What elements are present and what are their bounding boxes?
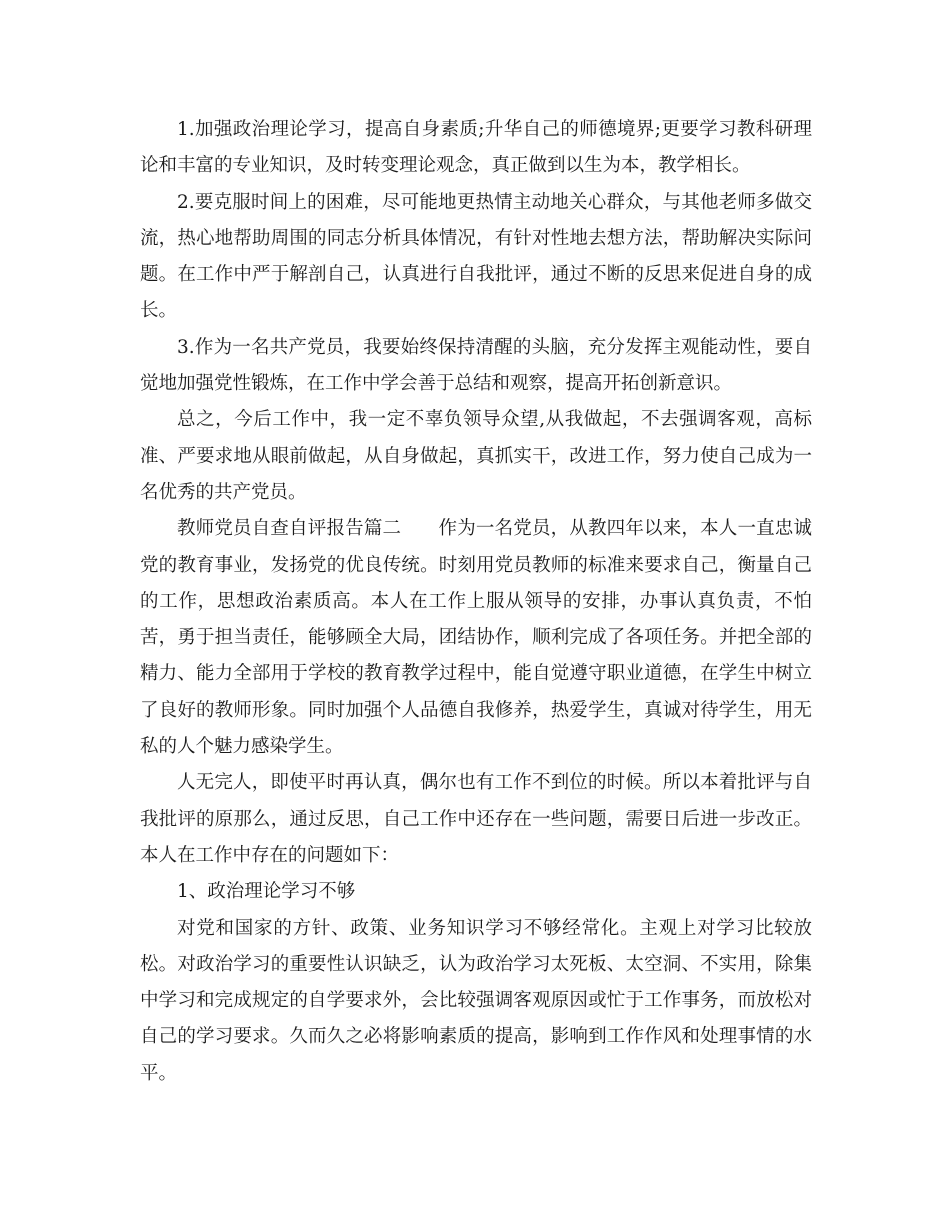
paragraph-5: 教师党员自查自评报告篇二 作为一名党员，从教四年以来，本人一直忠诚党的教育事业，发扬党的优良传统。时刻用党员教师的标准来要求自己，衡量自己的工作，思想政治素质高。本人在工作上服从领导的安排，办事认真负责，不怕苦，勇于担当责任，能够顾全大局，团结协作，顺利完成了各项任务。并把全部的精力、能力全部用于学校的教育教学过程中，能自觉遵守职业道德，在学生中树立了良好的教师形象。同时加强个人品德自我修养，热爱学生，真诚对待学生，用无私的人个魅力感染学生。 xyxy=(140,518,812,758)
paragraph-1: 1.加强政治理论学习，提高自身素质;升华自己的师德境界;更要学习教科研理论和丰富的专业知识，及时转变理论观念，真正做到以生为本，教学相长。 xyxy=(140,119,812,177)
paragraph-4: 总之，今后工作中，我一定不辜负领导众望,从我做起，不去强调客观，高标准、严要求地从眼前做起，从自身做起，真抓实干，改进工作，努力使自己成为一名优秀的共产党员。 xyxy=(140,409,812,503)
paragraph-7: 对党和国家的方针、政策、业务知识学习不够经常化。主观上对学习比较放松。对政治学习的重要性认识缺乏，认为政治学习太死板、太空洞、不实用，除集中学习和完成规定的自学要求外，会比较强调客观原因或忙于工作事务，而放松对自己的学习要求。久而久之必将影响素质的提高，影响到工作作风和处理事情的水平。 xyxy=(140,917,812,1084)
paragraph-6: 人无完人，即使平时再认真，偶尔也有工作不到位的时候。所以本着批评与自我批评的原那么，通过反思，自己工作中还存在一些问题，需要日后进一步改正。本人在工作中存在的问题如下： xyxy=(140,772,812,866)
paragraph-2: 2.要克服时间上的困难，尽可能地更热情主动地关心群众，与其他老师多做交流，热心地帮助周围的同志分析具体情况，有针对性地去想方法，帮助解决实际问题。在工作中严于解剖自己，认真进行自我批评，通过不断的反思来促进自身的成长。 xyxy=(140,191,812,322)
section-heading: 1、政治理论学习不够 xyxy=(177,881,356,903)
paragraph-3: 3.作为一名共产党员，我要始终保持清醒的头脑，充分发挥主观能动性，要自觉地加强党性锻炼，在工作中学会善于总结和观察，提高开拓创新意识。 xyxy=(140,336,812,395)
document-body xyxy=(140,112,812,1092)
